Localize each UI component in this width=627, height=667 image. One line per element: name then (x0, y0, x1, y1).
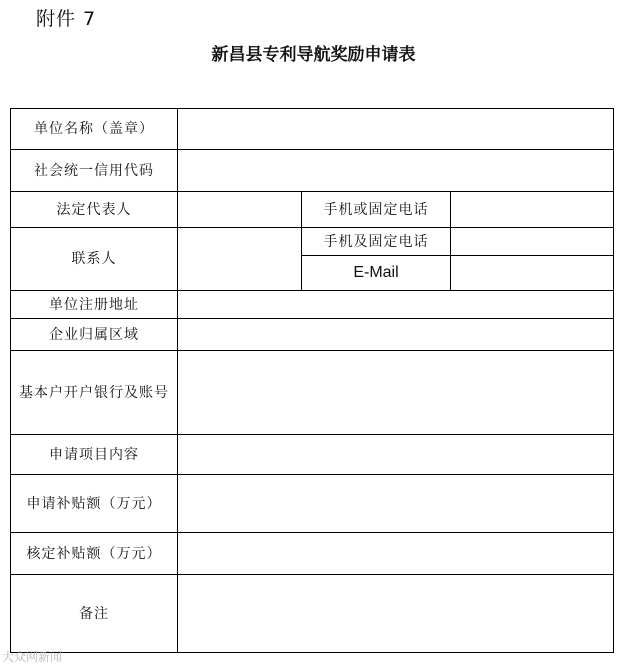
project-label: 申请项目内容 (11, 435, 178, 475)
region-label: 企业归属区域 (11, 319, 178, 351)
reg-address-field[interactable] (178, 291, 614, 319)
row-unit-name (11, 109, 614, 150)
remarks-field[interactable] (178, 575, 614, 653)
credit-code-field[interactable] (178, 150, 614, 192)
contact-phone-field[interactable] (451, 228, 614, 256)
row-contact-phone (11, 228, 614, 256)
region-field[interactable] (178, 319, 614, 351)
approved-amount-field[interactable] (178, 533, 614, 575)
email-label: E-Mail (302, 256, 451, 291)
unit-name-label: 单位名称（盖章） (11, 109, 178, 150)
apply-amount-field[interactable] (178, 475, 614, 533)
row-apply-amount (11, 475, 614, 533)
row-project (11, 435, 614, 475)
unit-name-field[interactable] (178, 109, 614, 150)
row-reg-address (11, 291, 614, 319)
contact-phone-label: 手机及固定电话 (302, 228, 451, 256)
row-region (11, 319, 614, 351)
legal-phone-label: 手机或固定电话 (302, 192, 451, 228)
approved-amount-label: 核定补贴额（万元） (11, 533, 178, 575)
bank-field[interactable] (178, 351, 614, 435)
application-form-table (10, 108, 614, 653)
legal-phone-field[interactable] (451, 192, 614, 228)
row-remarks (11, 575, 614, 653)
project-field[interactable] (178, 435, 614, 475)
remarks-label: 备注 (11, 575, 178, 653)
page-title: 新昌县专利导航奖励申请表 (211, 45, 416, 65)
bank-label: 基本户开户银行及账号 (11, 351, 178, 435)
email-field[interactable] (451, 256, 614, 291)
legal-rep-field[interactable] (178, 192, 302, 228)
row-approved-amount (11, 533, 614, 575)
attachment-label: 附件 7 (36, 8, 97, 30)
credit-code-label: 社会统一信用代码 (11, 150, 178, 192)
watermark: 大众网新闻 (2, 650, 63, 664)
legal-rep-label: 法定代表人 (11, 192, 178, 228)
row-credit-code (11, 150, 614, 192)
contact-field[interactable] (178, 228, 302, 291)
contact-label: 联系人 (11, 228, 178, 291)
reg-address-label: 单位注册地址 (11, 291, 178, 319)
apply-amount-label: 申请补贴额（万元） (11, 475, 178, 533)
row-legal-rep (11, 192, 614, 228)
row-bank (11, 351, 614, 435)
